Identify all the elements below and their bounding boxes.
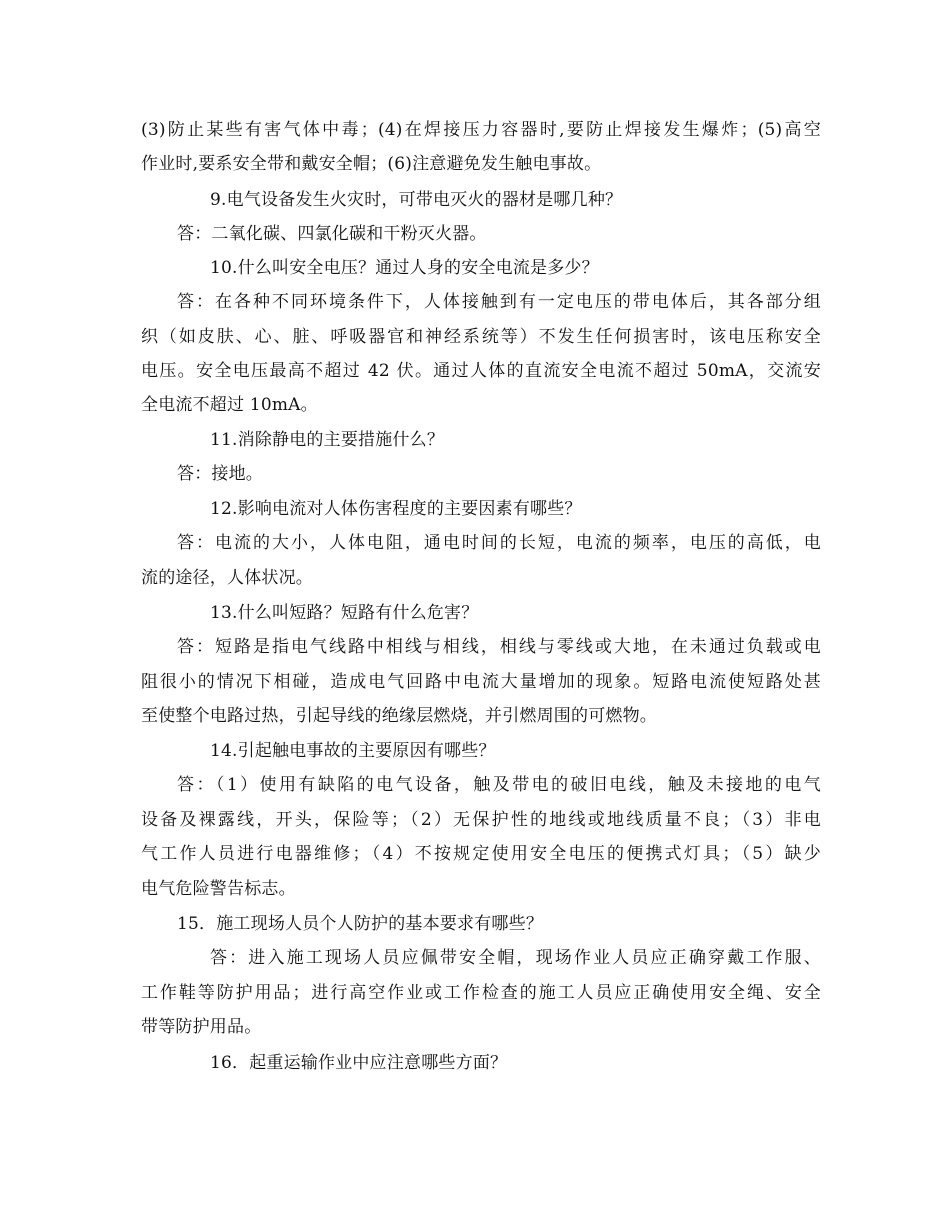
question-14: 14.引起触电事故的主要原因有哪些？: [210, 741, 496, 761]
answer-14-line: 气工作人员进行电器维修；（4）不按规定使用安全电压的便携式灯具；（5）缺少: [141, 844, 821, 864]
answer-9: 答：二氧化碳、四氯化碳和干粉灭火器。: [177, 224, 487, 244]
answer-12-line: 答：电流的大小，人体电阻，通电时间的长短，电流的频率，电压的高低，电: [177, 533, 821, 553]
answer-13-line: 阻很小的情况下相碰，造成电气回路中电流大量增加的现象。短路电流使短路处甚: [141, 672, 821, 692]
answer-14-line: 设备及裸露线，开头，保险等；（2）无保护性的地线或地线质量不良；（3）非电: [141, 810, 821, 830]
question-16: 16．起重运输作业中应注意哪些方面？: [210, 1053, 508, 1073]
answer-15-line: 带等防护用品。: [141, 1017, 262, 1037]
answer-13-line: 至使整个电路过热，引起导线的绝缘层燃烧，并引燃周围的可燃物。: [141, 706, 657, 726]
answer-14-line: 答：（1）使用有缺陷的电气设备，触及带电的破旧电线，触及未接地的电气: [177, 775, 821, 795]
answer-10-line: 电压。安全电压最高不超过 42 伏。通过人体的直流安全电流不超过 50mA，交流安: [141, 361, 821, 381]
answer-10-line: 织（如皮肤、心、脏、呼吸器官和神经系统等）不发生任何损害时，该电压称安全: [141, 327, 821, 347]
answer-14-line: 电气危险警告标志。: [141, 879, 296, 899]
question-11: 11.消除静电的主要措施什么？: [210, 430, 445, 450]
answer-13-line: 答：短路是指电气线路中相线与相线，相线与零线或大地，在未通过负载或电: [177, 637, 821, 657]
answer-11: 答：接地。: [177, 464, 263, 484]
question-15: 15．施工现场人员个人防护的基本要求有哪些？: [177, 914, 544, 934]
question-13: 13.什么叫短路？短路有什么危害？: [210, 603, 479, 623]
question-12: 12.影响电流对人体伤害程度的主要因素有哪些？: [210, 499, 582, 519]
answer-12-line: 流的途径，人体状况。: [141, 568, 313, 588]
answer-15-line: 答：进入施工现场人员应佩带安全帽，现场作业人员应正确穿戴工作服、: [210, 948, 821, 968]
answer-15-line: 工作鞋等防护用品；进行高空作业或工作检查的施工人员应正确使用安全绳、安全: [141, 983, 821, 1003]
answer-10-line: 答：在各种不同环境条件下，人体接触到有一定电压的带电体后，其各部分组: [177, 292, 821, 312]
answer-10-line: 全电流不超过 10mA。: [141, 395, 318, 415]
paragraph-line: (3)防止某些有害气体中毒；(4)在焊接压力容器时,要防止焊接发生爆炸；(5)高空: [141, 120, 821, 140]
question-10: 10.什么叫安全电压？通过人身的安全电流是多少？: [210, 258, 599, 278]
question-9: 9.电气设备发生火灾时，可带电灭火的器材是哪几种？: [210, 190, 623, 210]
paragraph-line: 作业时,要系安全带和戴安全帽；(6)注意避免发生触电事故。: [141, 154, 602, 174]
